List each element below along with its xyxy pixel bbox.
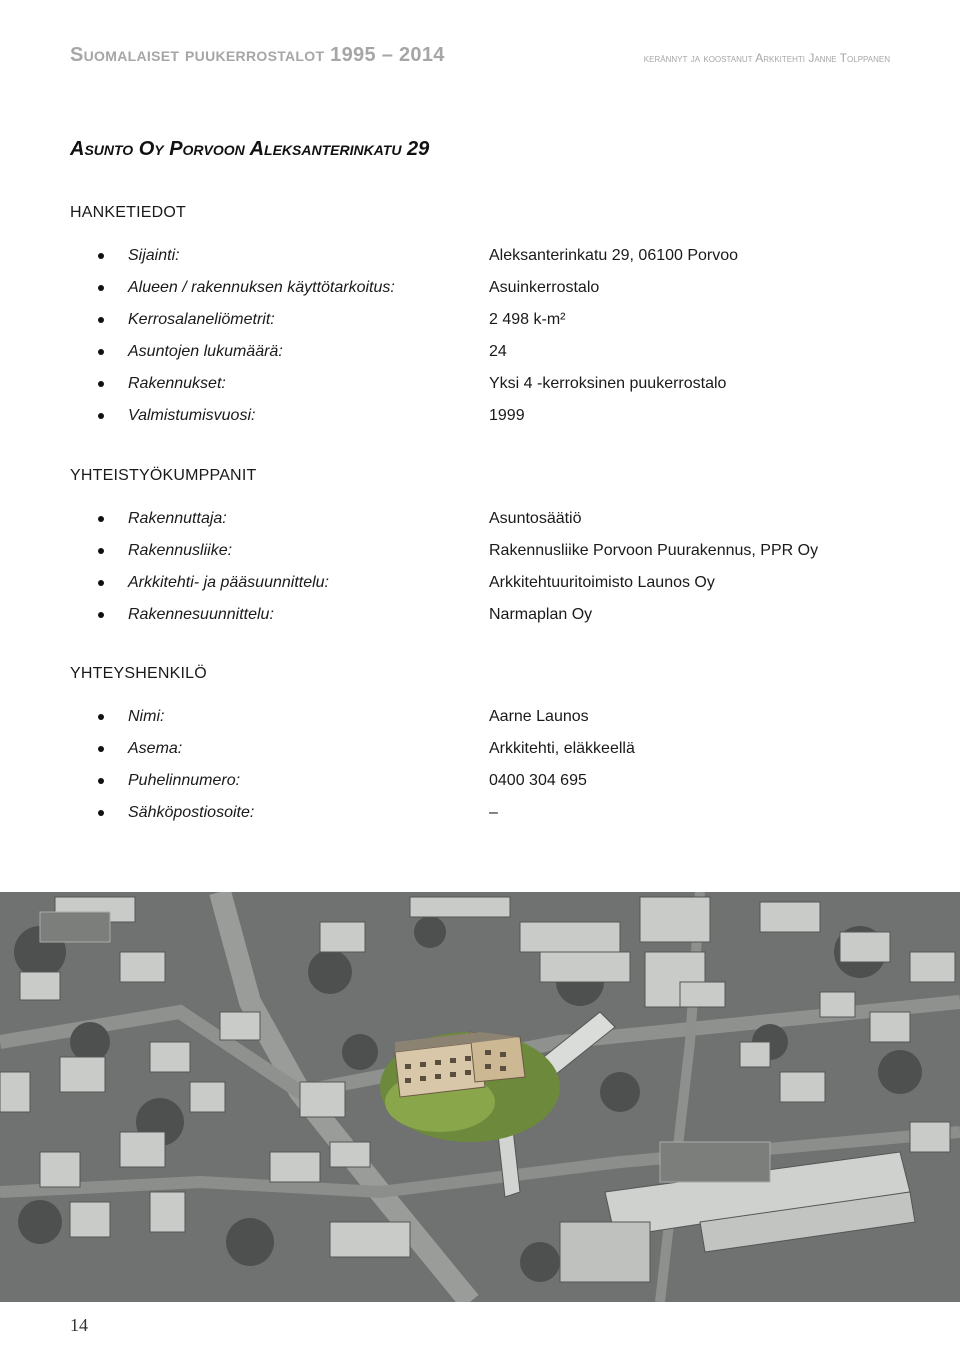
bullet-icon: [98, 580, 104, 586]
page-number: 14: [70, 1315, 88, 1335]
item-label: Rakennukset:: [128, 375, 226, 392]
bullet-icon: [98, 516, 104, 522]
item-label: Alueen / rakennuksen käyttötarkoitus:: [128, 279, 395, 296]
list-item: [96, 701, 896, 733]
section-heading-yhteyshenkilo: YHTEYSHENKILÖ: [70, 665, 207, 682]
yhteyshenkilo-list: [96, 701, 896, 829]
bullet-icon: [98, 285, 104, 291]
item-value: Arkkitehti, eläkkeellä: [489, 740, 635, 757]
item-label: Rakennusliike:: [128, 542, 233, 559]
item-value: Arkkitehtuuritoimisto Launos Oy: [489, 574, 715, 591]
bullet-icon: [98, 746, 104, 752]
list-item: [96, 272, 896, 304]
bullet-icon: [98, 413, 104, 419]
section-heading-yhteistyokumppanit: YHTEISTYÖKUMPPANIT: [70, 467, 257, 484]
item-label: Sijainti:: [128, 247, 180, 264]
list-item: [96, 336, 896, 368]
list-item: [96, 304, 896, 336]
item-label: Rakennuttaja:: [128, 510, 227, 527]
bullet-icon: [98, 778, 104, 784]
item-label: Kerrosalaneliömetrit:: [128, 311, 275, 328]
bullet-icon: [98, 253, 104, 259]
bullet-icon: [98, 381, 104, 387]
item-label: Arkkitehti- ja pääsuunnittelu:: [128, 574, 329, 591]
bullet-icon: [98, 714, 104, 720]
item-label: Asema:: [128, 740, 183, 757]
bullet-icon: [98, 612, 104, 618]
hanketiedot-list: [96, 240, 896, 432]
item-label: Rakennesuunnittelu:: [128, 606, 274, 623]
bullet-icon: [98, 317, 104, 323]
header-series-title: Suomalaiset puukerrostalot 1995 – 2014: [70, 44, 445, 66]
list-item: [96, 599, 896, 631]
item-label: Asuntojen lukumäärä:: [128, 343, 283, 360]
list-item: [96, 503, 896, 535]
item-value: 0400 304 695: [489, 772, 587, 789]
item-value: Aleksanterinkatu 29, 06100 Porvoo: [489, 247, 739, 264]
item-value: Aarne Launos: [489, 708, 589, 725]
list-item: [96, 567, 896, 599]
item-value: Narmaplan Oy: [489, 606, 593, 623]
item-value: 1999: [489, 407, 525, 424]
item-value: 2 498 k-m²: [489, 311, 566, 328]
page-title: Asunto Oy Porvoon Aleksanterinkatu 29: [70, 138, 430, 160]
list-item: [96, 400, 896, 432]
list-item: [96, 733, 896, 765]
list-item: [96, 765, 896, 797]
item-value: –: [489, 804, 498, 821]
item-value: Rakennusliike Porvoon Puurakennus, PPR Oy: [489, 542, 819, 559]
item-label: Nimi:: [128, 708, 165, 725]
bullet-icon: [98, 810, 104, 816]
header-author: kerännyt ja koostanut Arkkitehti Janne Tolppanen: [643, 51, 890, 65]
item-label: Sähköpostiosoite:: [128, 804, 255, 821]
item-value: 24: [489, 343, 507, 360]
page-header: [70, 44, 890, 76]
bullet-icon: [98, 548, 104, 554]
aerial-photo: [0, 892, 960, 1302]
item-value: Yksi 4 -kerroksinen puukerrostalo: [489, 375, 727, 392]
item-label: Valmistumisvuosi:: [128, 407, 256, 424]
list-item: [96, 797, 896, 829]
section-heading-hanketiedot: HANKETIEDOT: [70, 204, 186, 221]
list-item: [96, 535, 896, 567]
item-label: Puhelinnumero:: [128, 772, 241, 789]
yhteistyokumppanit-list: [96, 503, 896, 631]
bullet-icon: [98, 349, 104, 355]
item-value: Asuinkerrostalo: [489, 279, 600, 296]
item-value: Asuntosäätiö: [489, 510, 582, 527]
list-item: [96, 368, 896, 400]
list-item: [96, 240, 896, 272]
